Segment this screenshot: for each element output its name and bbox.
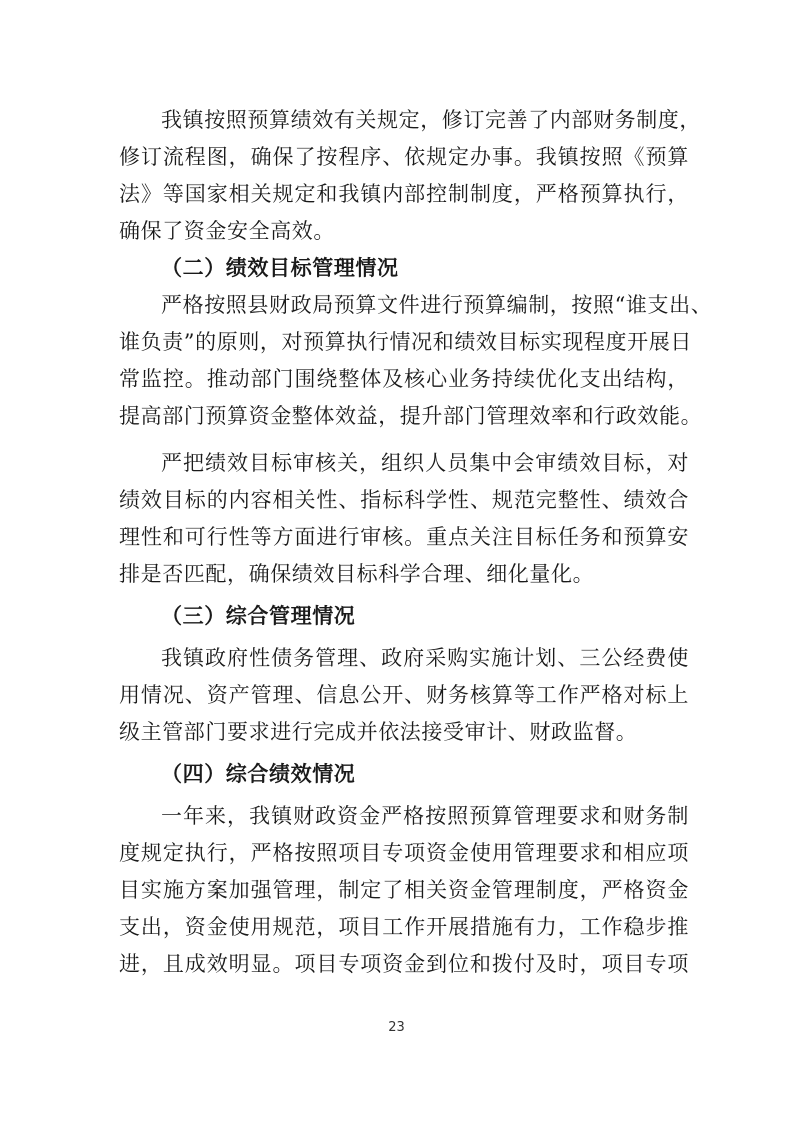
paragraph-1-line-2: 修订流程图，确保了按程序、依规定办事。我镇按照《预算 (119, 145, 689, 169)
paragraph-2-line-1: 严格按照县财政局预算文件进行预算编制，按照“谁支出、 (161, 293, 713, 317)
paragraph-3-line-2: 绩效目标的内容相关性、指标科学性、规范完整性、绩效合 (119, 488, 689, 512)
paragraph-5-line-2: 度规定执行，严格按照项目专项资金使用管理要求和相应项 (119, 841, 689, 865)
paragraph-2-line-3: 常监控。推动部门围绕整体及核心业务持续优化支出结构， (119, 367, 689, 391)
paragraph-4-line-3: 级主管部门要求进行完成并依法接受审计、财政监督。 (119, 720, 638, 744)
paragraph-4-line-2: 用情况、资产管理、信息公开、财务核算等工作严格对标上 (119, 683, 689, 707)
paragraph-5-line-1: 一年来，我镇财政资金严格按照预算管理要求和财务制 (161, 804, 689, 828)
paragraph-5-line-3: 目实施方案加强管理，制定了相关资金管理制度，严格资金 (119, 878, 689, 902)
paragraph-1-line-1: 我镇按照预算绩效有关规定，修订完善了内部财务制度， (161, 108, 701, 132)
paragraph-3-line-1: 严把绩效目标审核关，组织人员集中会审绩效目标，对 (161, 451, 689, 475)
paragraph-3-line-3: 理性和可行性等方面进行审核。重点关注目标任务和预算安 (119, 525, 689, 549)
section-heading-3: （三）综合管理情况 (161, 603, 356, 628)
paragraph-1-line-3: 法》等国家相关规定和我镇内部控制制度，严格预算执行， (119, 182, 689, 206)
paragraph-5-line-5: 进，且成效明显。项目专项资金到位和拨付及时，项目专项 (119, 952, 689, 976)
paragraph-5-line-4: 支出，资金使用规范，项目工作开展措施有力，工作稳步推 (119, 915, 689, 939)
paragraph-4-line-1: 我镇政府性债务管理、政府采购实施计划、三公经费使 (161, 646, 689, 670)
paragraph-2-line-4: 提高部门预算资金整体效益，提升部门管理效率和行政效能。 (119, 404, 703, 428)
paragraph-2-line-2: 谁负责”的原则，对预算执行情况和绩效目标实现程度开展日 (119, 330, 692, 354)
page-number: 23 (388, 1020, 405, 1035)
paragraph-3-line-4: 排是否匹配，确保绩效目标科学合理、细化量化。 (119, 562, 595, 586)
paragraph-1-line-4: 确保了资金安全高效。 (119, 219, 335, 243)
section-heading-4: （四）综合绩效情况 (161, 761, 356, 786)
section-heading-2: （二）绩效目标管理情况 (161, 255, 399, 280)
